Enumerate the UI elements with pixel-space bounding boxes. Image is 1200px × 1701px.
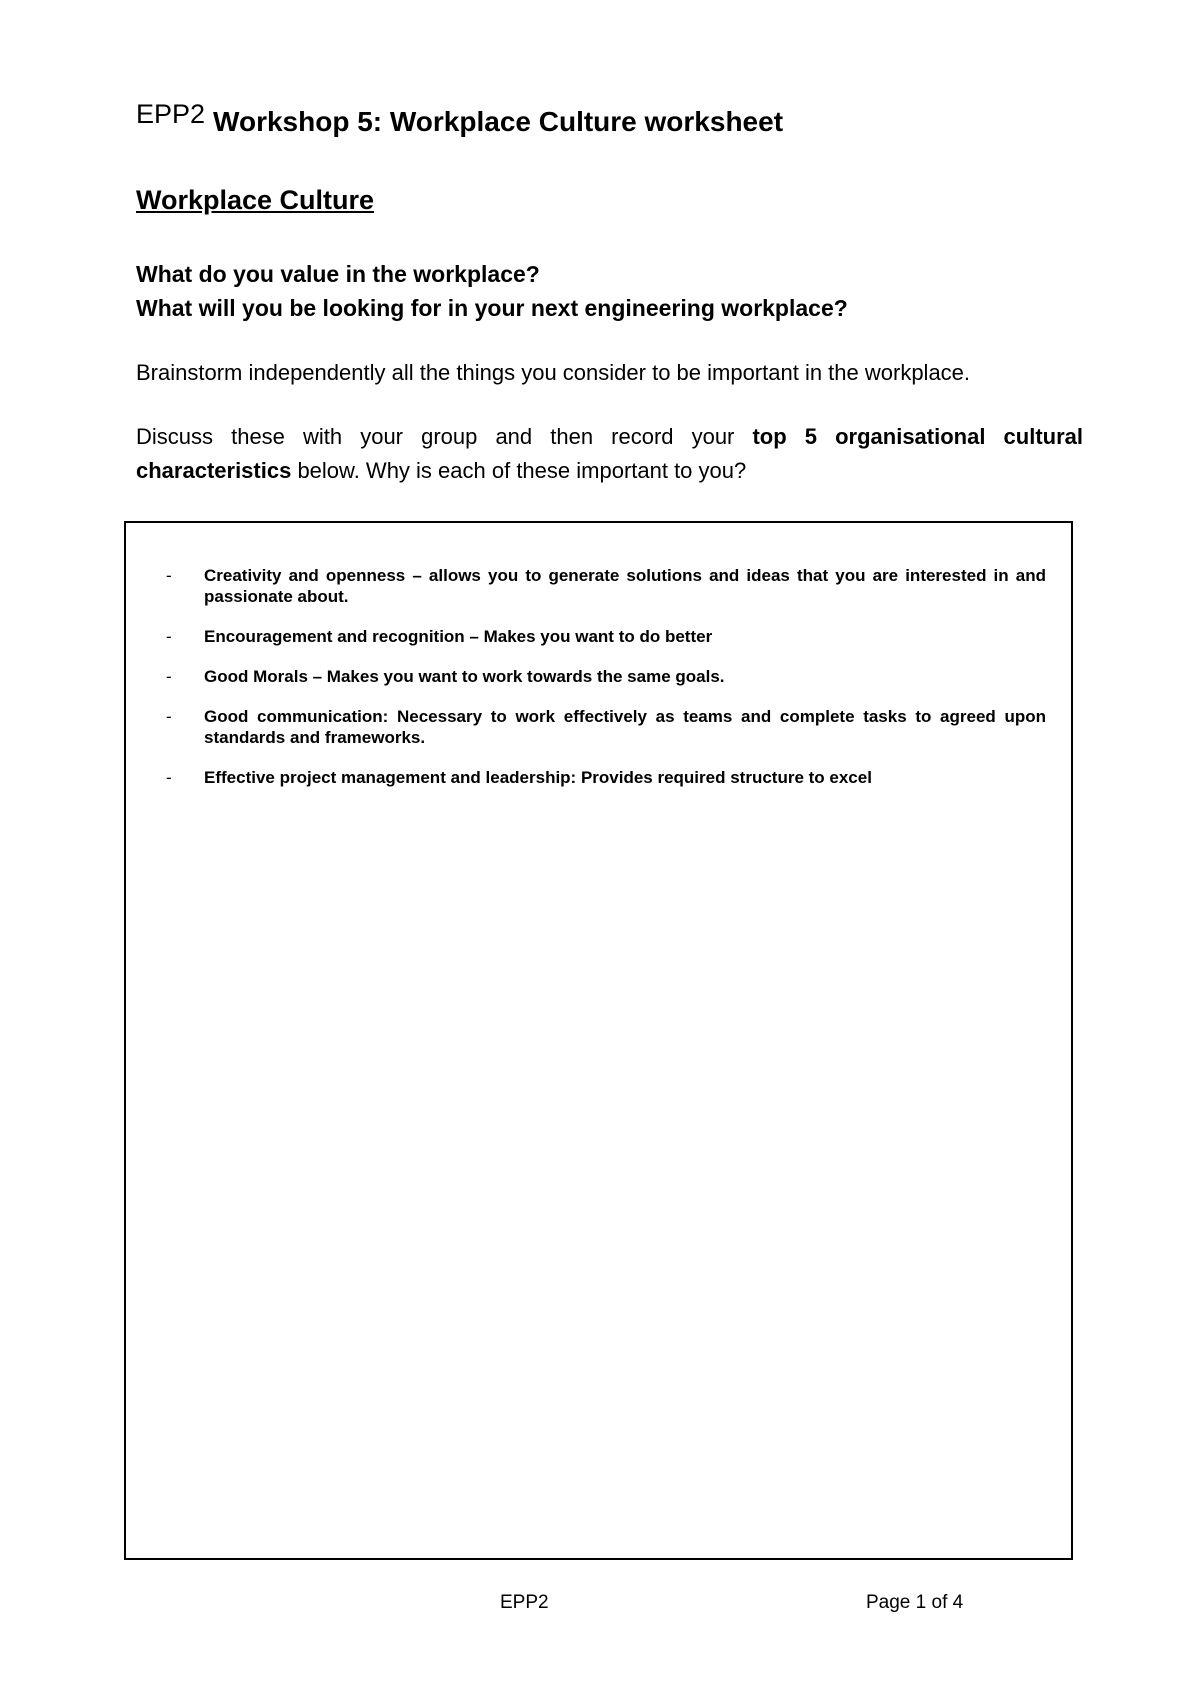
list-item <box>166 666 1046 687</box>
question-1: What do you value in the workplace? <box>136 261 540 287</box>
answer-text: Good Morals – Makes you want to work towards the same goals. <box>204 667 725 686</box>
answer-text: Creativity and openness – allows you to generate solutions and ideas that you are interested in and passionate about. <box>204 566 1046 606</box>
bullet-dash: - <box>166 667 172 686</box>
answer-list <box>166 565 1046 807</box>
answer-text: Encouragement and recognition – Makes you want to do better <box>204 627 713 646</box>
list-item <box>166 767 1046 788</box>
footer-page-number: Page 1 of 4 <box>866 1592 964 1613</box>
answer-text: Effective project management and leadership: Provides required structure to excel <box>204 768 872 787</box>
title-prefix: EPP2 <box>136 99 206 129</box>
section-heading: Workplace Culture <box>136 185 375 215</box>
instruction-discuss-tail: below. Why is each of these important to you? <box>291 458 747 483</box>
instruction-discuss-emphasis: top 5 organisational cultural characteristics <box>136 424 1084 483</box>
instruction-discuss-lead: Discuss these with your group and then record your <box>136 424 753 449</box>
question-2: What will you be looking for in your next engineering workplace? <box>136 295 848 321</box>
bullet-dash: - <box>166 768 172 787</box>
instruction-discuss <box>136 420 1083 488</box>
bullet-dash: - <box>166 707 172 726</box>
document-title <box>136 99 784 138</box>
bullet-dash: - <box>166 566 172 585</box>
title-text: Workshop 5: Workplace Culture worksheet <box>213 106 784 137</box>
answer-text: Good communication: Necessary to work effectively as teams and complete tasks to agreed upon standards and frameworks. <box>204 707 1046 747</box>
answer-box[interactable] <box>124 521 1073 1560</box>
list-item <box>166 706 1046 748</box>
list-item <box>166 565 1046 607</box>
bullet-dash: - <box>166 627 172 646</box>
instruction-brainstorm: Brainstorm independently all the things you consider to be important in the workplace. <box>136 360 971 385</box>
footer-course-code: EPP2 <box>500 1592 549 1613</box>
list-item <box>166 626 1046 647</box>
